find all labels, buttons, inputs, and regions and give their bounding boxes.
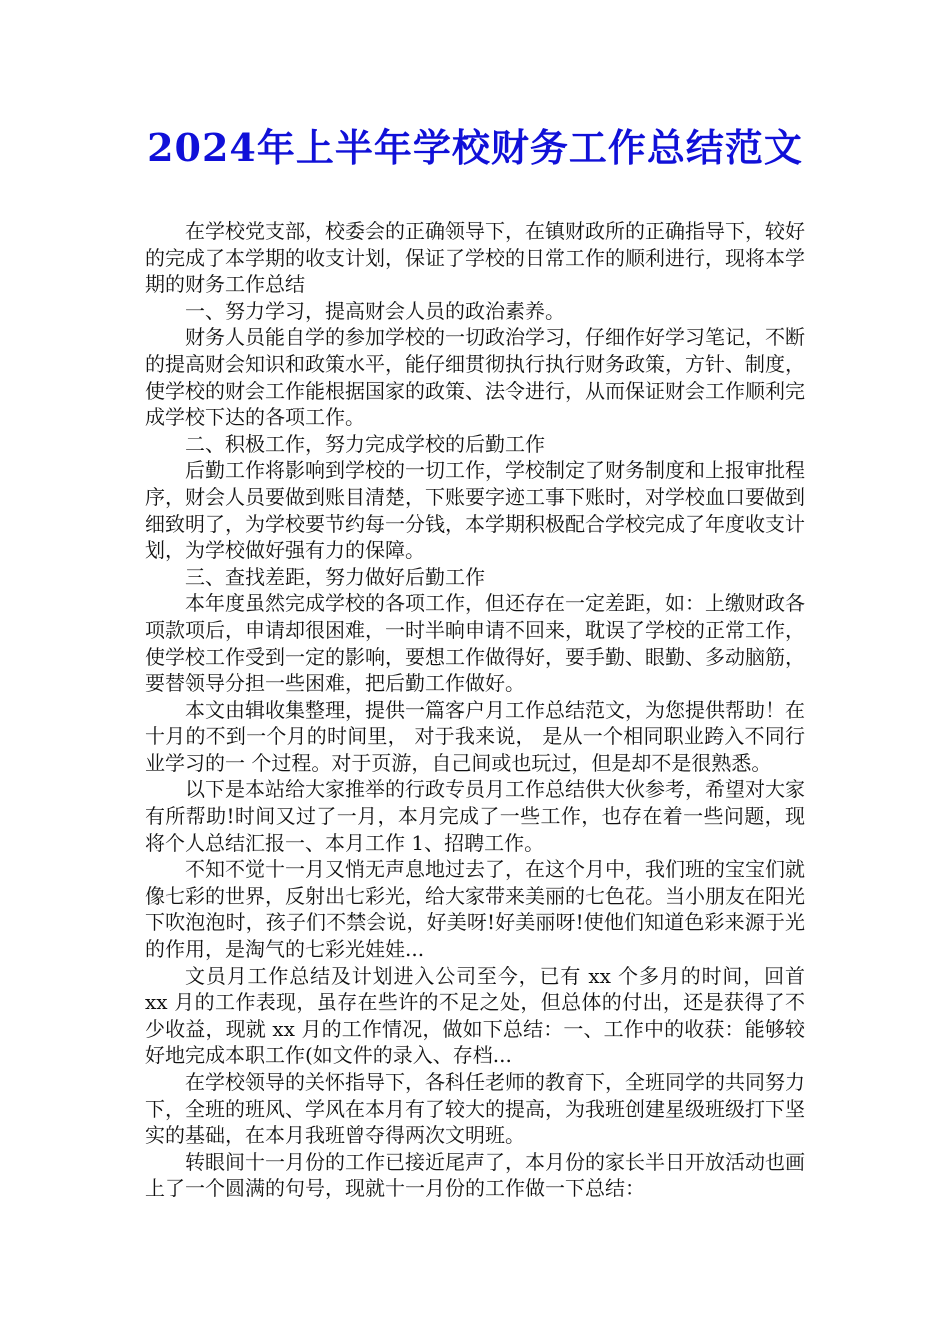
section-heading-3: 三、查找差距，努力做好后勤工作	[185, 564, 485, 589]
paragraph-extra-4: 文员月工作总结及计划进入公司至今，已有 xx 个多月的时间，回首 xx 月的工作表现，虽存在些许的不足之处，但总体的付出，还是获得了不少收益，现就 xx 月的工作情况，做如下总结：一、工作中的收获：能够较好地完成本职工作(如文件的录入、存档...	[145, 963, 805, 1068]
paragraph-extra-2: 以下是本站给大家推举的行政专员月工作总结供大伙参考，希望对大家有所帮助!时间又过了一月，本月完成了一些工作，也存在着一些问题，现将个人总结汇报一、本月工作 1、招聘工作。	[145, 777, 805, 855]
paragraph-extra-6: 转眼间十一月份的工作已接近尾声了，本月份的家长半日开放活动也画上了一个圆满的句号，现就十一月份的工作做一下总结：	[145, 1149, 805, 1201]
paragraph-extra-1: 本文由辑收集整理，提供一篇客户月工作总结范文，为您提供帮助！在十月的不到一个月的时间里， 对于我来说， 是从一个相同职业跨入不同行业学习的一 个过程。对于页游，自己间或也玩过，但是却不是很熟悉。	[145, 697, 805, 775]
section-heading-1: 一、努力学习，提高财会人员的政治素养。	[185, 298, 565, 323]
paragraph-extra-5: 在学校领导的关怀指导下，各科任老师的教育下，全班同学的共同努力下，全班的班风、学风在本月有了较大的提高，为我班创建星级班级打下坚实的基础，在本月我班曾夺得两次文明班。	[145, 1070, 805, 1148]
document-body	[145, 218, 805, 1202]
paragraph-section-1: 财务人员能自学的参加学校的一切政治学习，仔细作好学习笔记，不断的提高财会知识和政策水平，能仔细贯彻执行执行财务政策，方针、制度，使学校的财会工作能根据国家的政策、法令进行，从而保证财会工作顺利完成学校下达的各项工作。	[145, 325, 805, 430]
section-heading-2: 二、积极工作，努力完成学校的后勤工作	[185, 431, 545, 456]
paragraph-section-2: 后勤工作将影响到学校的一切工作，学校制定了财务制度和上报审批程序，财会人员要做到账目清楚，下账要字迹工事下账时，对学校血口要做到细致明了，为学校要节约每一分钱，本学期积极配合学校完成了年度收支计划，为学校做好强有力的保障。	[145, 458, 805, 563]
paragraph-extra-3: 不知不觉十一月又悄无声息地过去了，在这个月中，我们班的宝宝们就像七彩的世界，反射出七彩光，给大家带来美丽的七色花。当小朋友在阳光下吹泡泡时，孩子们不禁会说，好美呀!好美丽呀!使他们知道色彩来源于光的作用，是淘气的七彩光娃娃...	[145, 857, 805, 962]
document-title: 2024年上半年学校财务工作总结范文	[147, 125, 803, 170]
paragraph-intro: 在学校党支部，校委会的正确领导下，在镇财政所的正确指导下，较好的完成了本学期的收支计划，保证了学校的日常工作的顺利进行，现将本学期的财务工作总结	[145, 219, 805, 297]
paragraph-section-3: 本年度虽然完成学校的各项工作，但还存在一定差距，如：上缴财政各项款项后，申请却很困难，一时半晌申请不回来，耽误了学校的正常工作，使学校工作受到一定的影响，要想工作做得好，要手勤、眼勤、多动脑筋，要替领导分担一些困难，把后勤工作做好。	[145, 591, 805, 696]
